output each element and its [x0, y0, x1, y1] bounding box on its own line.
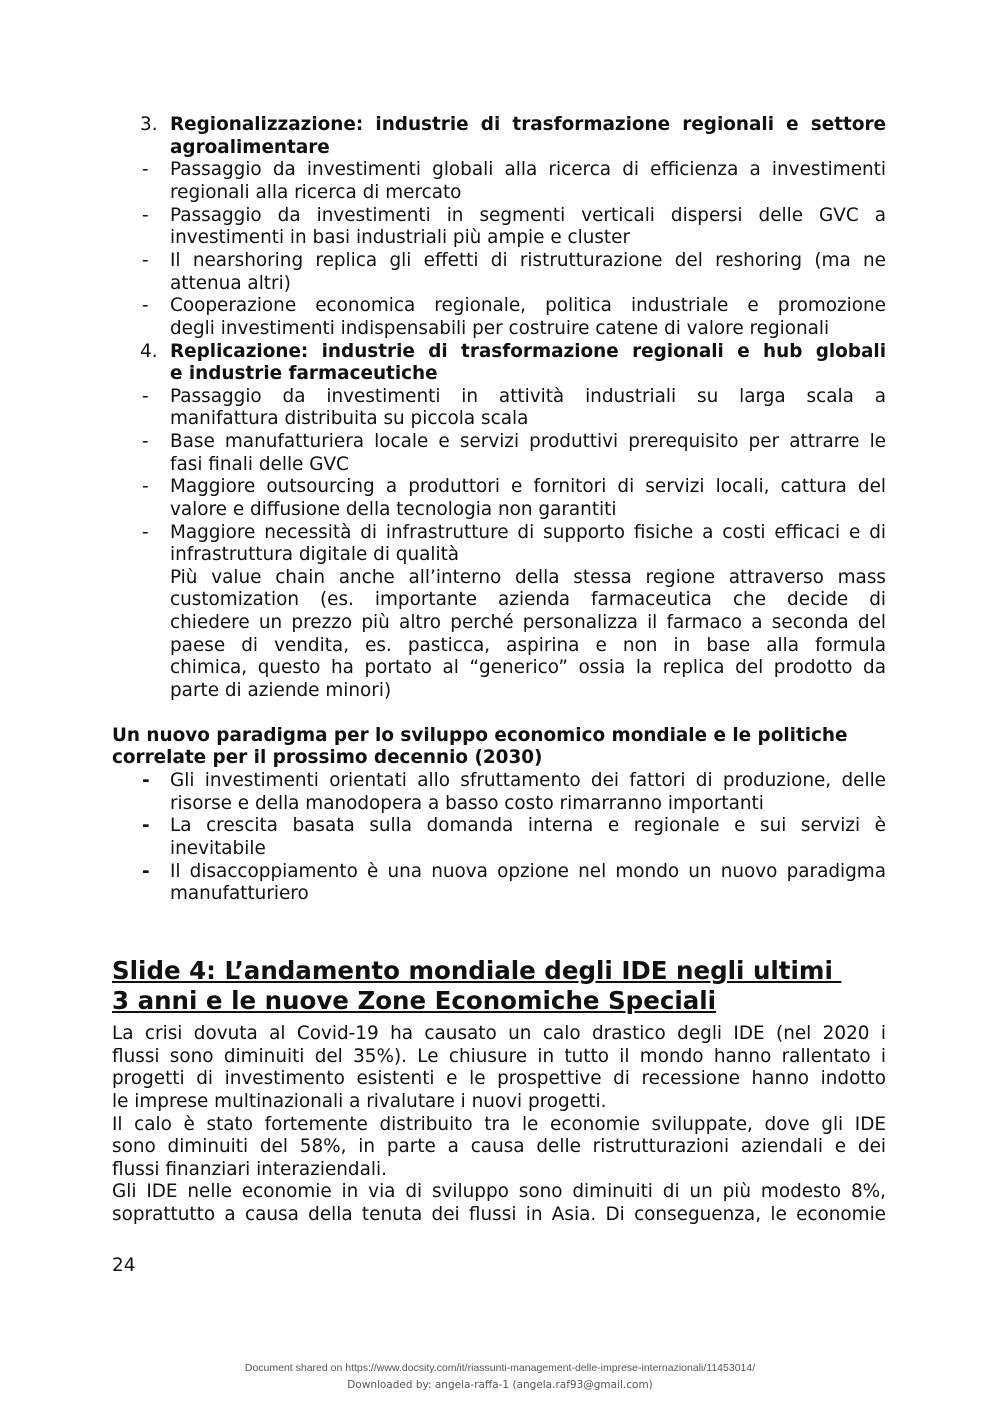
bullet-dash: -: [142, 295, 149, 316]
footer-shared-link[interactable]: Document shared on https://www.docsity.com/it/riassunti-management-delle-imprese-internazionali/11453014/: [244, 1362, 756, 1374]
list-item: Il disaccoppiamento è una nuova opzione nel mondo un nuovo paradigma: [170, 861, 886, 882]
body-line: sono diminuiti del 58%, in parte a causa delle ristrutturazioni aziendali e dei: [112, 1136, 886, 1157]
list-item: Maggiore necessità di infrastrutture di supporto fisiche a costi efficaci e di: [170, 522, 886, 543]
note-line: chimica, questo ha portato al “generico” ossia la replica del prodotto da: [170, 657, 886, 678]
list-item: investimenti in basi industriali più ampie e cluster: [170, 227, 631, 248]
bullet-dash: -: [142, 205, 149, 226]
note-line: Più value chain anche all’interno della stessa regione attraverso mass: [170, 567, 886, 588]
bullet-dash: -: [142, 386, 149, 407]
list-item: Base manufatturiera locale e servizi produttivi prerequisito per attrarre le: [170, 431, 886, 452]
list-item: valore e diffusione della tecnologia non garantiti: [170, 499, 617, 520]
list-item: La crescita basata sulla domanda interna e regionale e sui servizi è: [170, 815, 886, 836]
slide-title: 3 anni e le nuove Zone Economiche Speciali: [112, 986, 717, 1015]
list-item: Passaggio da investimenti in segmenti verticali dispersi delle GVC a: [170, 205, 886, 226]
bullet-dash: -: [142, 522, 149, 543]
list-item: manufatturiero: [170, 883, 309, 904]
body-line: flussi finanziari interaziendali.: [112, 1159, 387, 1180]
bullet-dash: -: [142, 770, 150, 791]
page-number: 24: [112, 1255, 136, 1276]
bullet-dash: -: [142, 431, 149, 452]
body-line: Il calo è stato fortemente distribuito tra le economie sviluppate, dove gli IDE: [112, 1114, 886, 1135]
bullet-dash: -: [142, 159, 149, 180]
note-line: customization (es. importante azienda farmaceutica che decide di: [170, 589, 886, 610]
bullet-dash: -: [142, 250, 149, 271]
bullet-dash: -: [142, 476, 149, 497]
section-heading: agroalimentare: [170, 137, 330, 158]
list-item: Passaggio da investimenti in attività industriali su larga scala a: [170, 386, 886, 407]
note-line: parte di aziende minori): [170, 680, 392, 701]
footer-downloaded-by: Downloaded by: angela-raffa-1 (angela.raf93@gmail.com): [347, 1379, 653, 1391]
body-line: flussi sono diminuiti del 35%). Le chiusure in tutto il mondo hanno rallentato i: [112, 1046, 886, 1067]
list-item: regionali alla ricerca di mercato: [170, 182, 462, 203]
body-line: progetti di investimento esistenti e le prospettive di recessione hanno indotto: [112, 1068, 886, 1089]
section-heading: Replicazione: industrie di trasformazione regionali e hub globali: [170, 341, 886, 362]
list-item: Il nearshoring replica gli effetti di ristrutturazione del reshoring (ma ne: [170, 250, 886, 271]
list-item: Cooperazione economica regionale, politica industriale e promozione: [170, 295, 886, 316]
slide-title: Slide 4: L’andamento mondiale degli IDE negli ultimi: [112, 956, 842, 985]
section-heading: e industrie farmaceutiche: [170, 363, 438, 384]
list-number: 3.: [140, 114, 158, 135]
list-item: attenua altri): [170, 273, 291, 294]
paradigm-heading: Un nuovo paradigma per lo sviluppo economico mondiale e le politiche: [112, 725, 848, 746]
list-item: Passaggio da investimenti globali alla ricerca di efficienza a investimenti: [170, 159, 886, 180]
list-item: inevitabile: [170, 838, 266, 859]
list-item: manifattura distribuita su piccola scala: [170, 408, 529, 429]
list-item: risorse e della manodopera a basso costo rimarranno importanti: [170, 793, 764, 814]
list-item: infrastruttura digitale di qualità: [170, 544, 460, 565]
list-item: Maggiore outsourcing a produttori e fornitori di servizi locali, cattura del: [170, 476, 886, 497]
list-item: degli investimenti indispensabili per costruire catene di valore regionali: [170, 318, 830, 339]
body-line: La crisi dovuta al Covid-19 ha causato un calo drastico degli IDE (nel 2020 i: [112, 1023, 886, 1044]
list-number: 4.: [140, 341, 158, 362]
note-line: chiedere un prezzo più altro perché personalizza il farmaco a seconda del: [170, 612, 886, 633]
body-line: soprattutto a causa della tenuta dei flussi in Asia. Di conseguenza, le economie: [112, 1204, 886, 1225]
body-line: Gli IDE nelle economie in via di sviluppo sono diminuiti di un più modesto 8%,: [112, 1181, 886, 1202]
list-item: fasi finali delle GVC: [170, 454, 349, 475]
bullet-dash: -: [142, 861, 150, 882]
note-line: paese di vendita, es. pasticca, aspirina e non in base alla formula: [170, 635, 886, 656]
bullet-dash: -: [142, 815, 150, 836]
list-item: Gli investimenti orientati allo sfruttamento dei fattori di produzione, delle: [170, 770, 886, 791]
body-line: le imprese multinazionali a rivalutare i nuovi progetti.: [112, 1091, 607, 1112]
section-heading: Regionalizzazione: industrie di trasformazione regionali e settore: [170, 114, 886, 135]
paradigm-heading: correlate per il prossimo decennio (2030): [112, 747, 543, 768]
